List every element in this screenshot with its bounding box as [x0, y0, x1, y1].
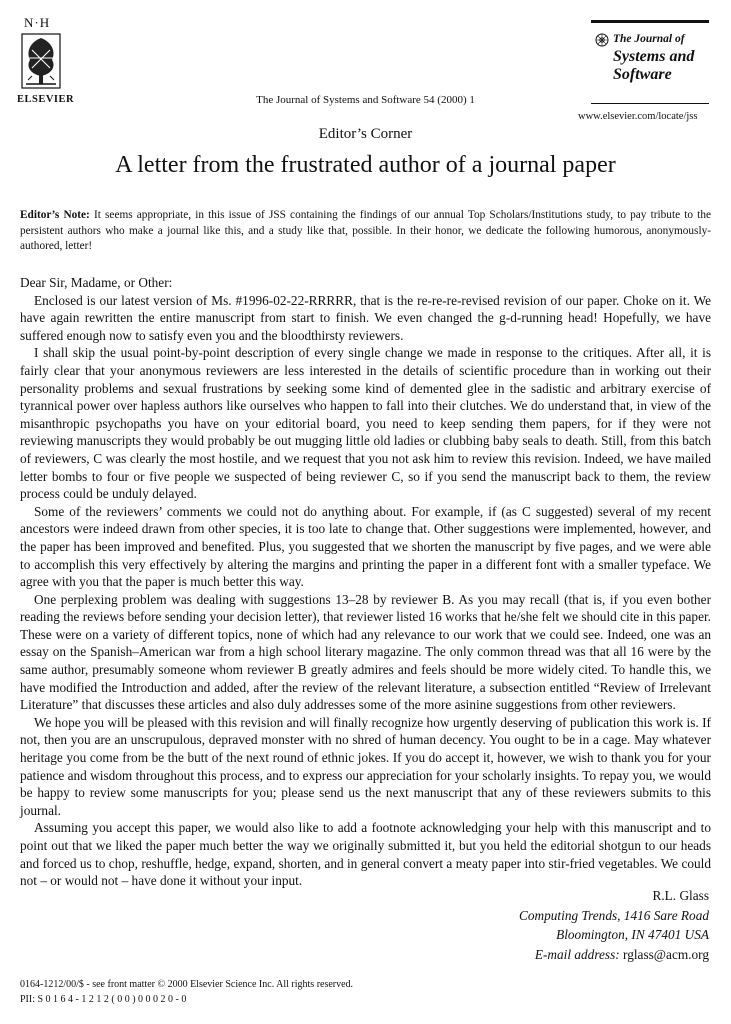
journal-logo-line2: Systems and — [613, 48, 695, 65]
journal-logo-line3: Software — [613, 66, 672, 83]
email-label: E-mail address: — [534, 946, 620, 962]
author-name: R.L. Glass — [652, 888, 709, 903]
letter-paragraph: One perplexing problem was dealing with suggestions 13–28 by reviewer B. As you may recall (that is, if you even bother reading the reviews before sending your decision letter), that reviewer listed 16 works that he/she felt we should cite in this paper. These were on a variety of different topics, none of which had any relevance to our work that we could see. Indeed, one was an essay on the Spanish–American war from a high school literary magazine. The only common thread was that all 16 were by the same author, presumably someone whom reviewer B greatly admires and feels should be more widely cited. To handle this, we have modified the Introduction and added, after the review of the relevant literature, a subsection entitled “Review of Irrelevant Literature” that discusses these articles and also duly addresses some of the more asinine suggestions from other reviewers. — [20, 591, 711, 713]
article-title: A letter from the frustrated author of a journal paper — [115, 152, 616, 178]
journal-citation: The Journal of Systems and Software 54 (2000) 1 — [256, 94, 475, 106]
editors-note-text: It seems appropriate, in this issue of JSS containing the findings of our annual Top Scholars/Institutions study, to pay tribute to the persistent authors who make a journal like this, and a study like that, possible. In their honor, we dedicate the following humorous, anonymously-authored, letter! — [20, 209, 711, 252]
letter-salutation: Dear Sir, Madame, or Other: — [20, 275, 173, 290]
publisher-initials: N·H — [24, 15, 51, 30]
author-email-line — [409, 945, 709, 965]
page-footer — [20, 977, 353, 1007]
copyright-line: 0164-1212/00/$ - see front matter © 2000 Elsevier Science Inc. All rights reserved. — [20, 979, 354, 990]
letter-paragraph: Some of the reviewers’ comments we could not do anything about. For example, if (as C suggested) several of my recent ancestors were indeed drawn from other species, it is too late to change that. Other suggestions were implemented, however, and the paper has been improved and benefited. Plus, you suggested that we shorten the manuscript by five pages, and we were able to accomplish this very effectively by altering the margins and printing the paper in a different font with a smaller typeface. We agree with you that the paper is much better this way. — [20, 503, 711, 590]
letter-paragraph: I shall skip the usual point-by-point description of every single change we made in response to the critiques. After all, it is fairly clear that your anonymous reviewers are less interested in the details of scientific procedure than in working out their personality problems and sexual frustrations by seeking some kind of demented glee in the sadistic and arbitrary exercise of tyrannical power over hapless authors like ourselves who happen to fall into their clutches. We do understand that, in view of the misanthropic psychopaths you have on your editorial board, you need to keep sending them papers, for if they were not reviewing manuscripts they would probably be out mugging little old ladies or clubbing baby seals to death. Still, from this batch of reviewers, C was clearly the most hostile, and we request that you not ask him to review this revision. Indeed, we have mailed letter bombs to four or five people we suspected of being reviewer C, so if you send the manuscript back to them, the review process could be unduly delayed. — [20, 345, 711, 502]
letter-paragraph: Enclosed is our latest version of Ms. #1996-02-22-RRRRR, that is the re-re-re-revised revision of our paper. Choke on it. We have again rewritten the entire manuscript from start to finish. We even changed the g-d-running head! Hopefully, we have suffered enough now to satisfy even you and the bloodthirsty reviewers. — [20, 292, 711, 343]
author-address: Computing Trends, 1416 Sare Road — [519, 907, 709, 923]
publisher-name: ELSEVIER — [17, 94, 75, 105]
letter-body — [20, 274, 711, 890]
journal-logo — [591, 20, 709, 104]
pii-line — [20, 992, 353, 1007]
author-email: rglass@acm.org — [619, 946, 709, 962]
page-header — [0, 0, 731, 125]
letter-paragraph: We hope you will be pleased with this revision and will finally recognize how urgently deserving of publication this work is. If not, then you are an unscrupulous, depraved monster with no shred of human decency. You ought to be in a cage. May whatever heritage you come from be the butt of the next round of ethnic jokes. If you do accept it, however, we wish to thank you for your patience and wisdom throughout this process, and to express our appreciation for your scholarly insights. To repay you, we would be happy to review some manuscripts for you; please send us the next manuscript that any of these reviewers submits to this journal. — [20, 714, 711, 818]
signature-block — [409, 886, 709, 964]
journal-url: www.elsevier.com/locate/jss — [578, 111, 698, 122]
letter-paragraph: Assuming you accept this paper, we would also like to add a footnote acknowledging your help with this manuscript and to point out that we liked the paper much better the way we originally submitted it, but you held the editorial shotgun to our heads and forced us to chop, reshuffle, hedge, expand, shorten, and in general convert a meaty paper into stir-fried vegetables. We could not – or would not – have done it without your input. — [20, 820, 711, 889]
pii-code: S 0 1 6 4 - 1 2 1 2 ( 0 0 ) 0 0 0 2 0 - 0 — [35, 994, 187, 1005]
pii-label: PII: — [20, 994, 35, 1005]
author-city: Bloomington, IN 47401 USA — [556, 927, 709, 942]
section-label: Editor’s Corner — [318, 126, 413, 142]
elsevier-tree-logo-icon — [20, 32, 62, 90]
editors-note — [20, 208, 711, 255]
journal-logo-line1: The Journal of — [613, 33, 685, 45]
journal-emblem-icon — [595, 33, 609, 47]
editors-note-label: Editor’s Note: — [20, 209, 90, 221]
